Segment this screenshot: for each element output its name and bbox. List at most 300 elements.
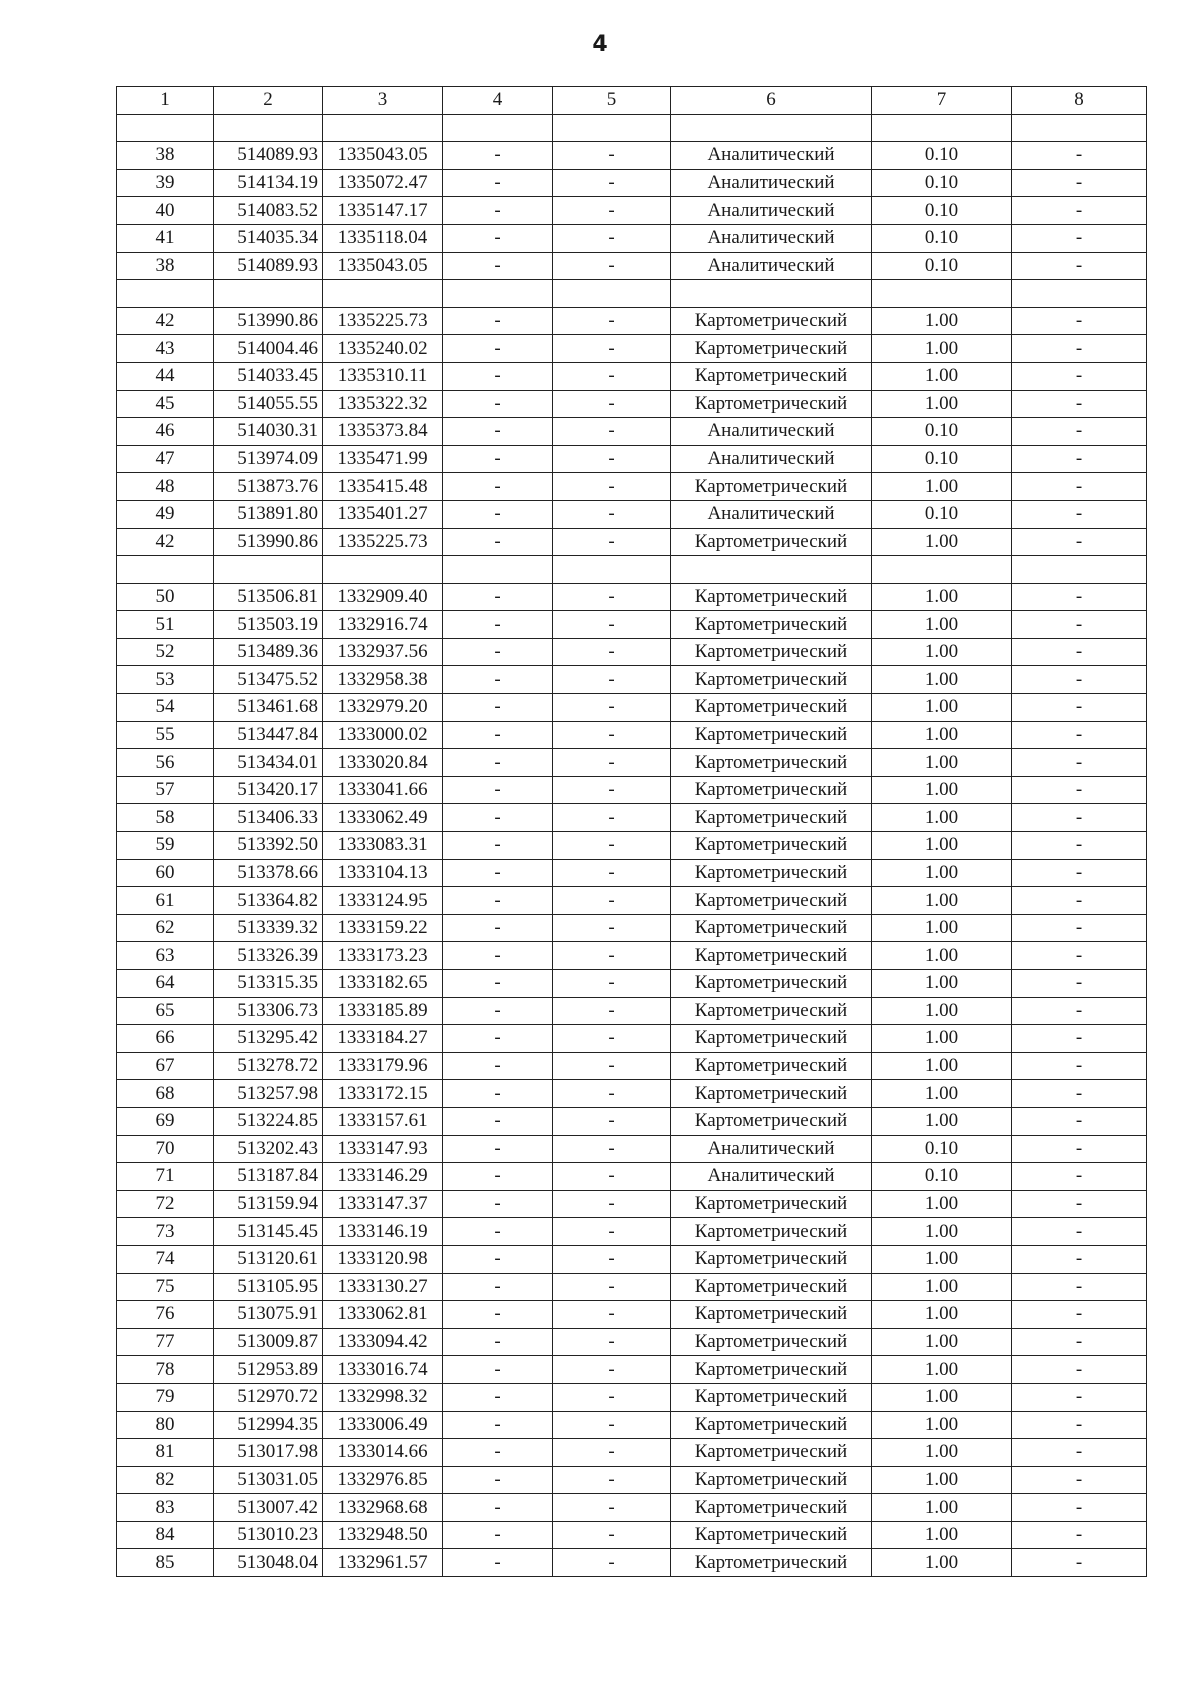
cell-coord-y: 1333062.49 — [323, 804, 443, 832]
cell-point-number: 44 — [117, 362, 214, 390]
cell-accuracy: 0.10 — [872, 142, 1012, 170]
cell-coord-y: 1332948.50 — [323, 1521, 443, 1549]
cell-point-number: 58 — [117, 804, 214, 832]
cell-coord-y: 1335147.17 — [323, 197, 443, 225]
cell-col-4: - — [443, 694, 553, 722]
cell-method: Картометрический — [671, 335, 872, 363]
table-row — [117, 1052, 1147, 1080]
cell-accuracy: 1.00 — [872, 997, 1012, 1025]
table-row — [117, 528, 1147, 556]
cell-method: Картометрический — [671, 1411, 872, 1439]
cell-col-4: - — [443, 997, 553, 1025]
cell-accuracy: 1.00 — [872, 1549, 1012, 1577]
cell-col-4: - — [443, 583, 553, 611]
page-number: 4 — [592, 32, 608, 57]
cell-point-number: 55 — [117, 721, 214, 749]
cell-point-number: 74 — [117, 1245, 214, 1273]
cell-col-4: - — [443, 942, 553, 970]
cell-accuracy: 1.00 — [872, 362, 1012, 390]
cell-accuracy: 1.00 — [872, 694, 1012, 722]
table-row — [117, 1301, 1147, 1329]
cell-coord-x: 513406.33 — [214, 804, 323, 832]
cell-col-4: - — [443, 1080, 553, 1108]
cell-method: Картометрический — [671, 721, 872, 749]
cell-method: Картометрический — [671, 887, 872, 915]
cell-coord-x: 513031.05 — [214, 1466, 323, 1494]
cell-coord-x: 514055.55 — [214, 390, 323, 418]
cell-accuracy: 1.00 — [872, 1466, 1012, 1494]
cell-col-5: - — [553, 1080, 671, 1108]
cell-point-number: 40 — [117, 197, 214, 225]
cell-col-8: - — [1012, 638, 1147, 666]
cell-accuracy: 1.00 — [872, 390, 1012, 418]
cell-point-number: 42 — [117, 528, 214, 556]
cell-coord-x: 513434.01 — [214, 749, 323, 777]
cell-coord-y: 1333020.84 — [323, 749, 443, 777]
cell-coord-x: 513378.66 — [214, 859, 323, 887]
cell-point-number: 43 — [117, 335, 214, 363]
table-row — [117, 1245, 1147, 1273]
cell-col-8: - — [1012, 169, 1147, 197]
cell-accuracy: 0.10 — [872, 252, 1012, 280]
cell-col-8: - — [1012, 1383, 1147, 1411]
cell-col-4: - — [443, 335, 553, 363]
cell-method: Картометрический — [671, 1494, 872, 1522]
cell-method: Картометрический — [671, 914, 872, 942]
cell-col-4: - — [443, 1439, 553, 1467]
cell-coord-x: 513145.45 — [214, 1218, 323, 1246]
cell-col-5: - — [553, 252, 671, 280]
cell-accuracy: 1.00 — [872, 804, 1012, 832]
cell-accuracy: 1.00 — [872, 1411, 1012, 1439]
cell-coord-x: 513339.32 — [214, 914, 323, 942]
cell-point-number: 54 — [117, 694, 214, 722]
cell-col-8: - — [1012, 942, 1147, 970]
table-row — [117, 1521, 1147, 1549]
cell-col-4: - — [443, 307, 553, 335]
table-row — [117, 473, 1147, 501]
cell-coord-y: 1335072.47 — [323, 169, 443, 197]
cell-col-8: - — [1012, 914, 1147, 942]
cell-col-8: - — [1012, 1163, 1147, 1191]
cell-coord-y: 1333041.66 — [323, 776, 443, 804]
table-row — [117, 1135, 1147, 1163]
cell-method: Картометрический — [671, 859, 872, 887]
cell-col-5: - — [553, 418, 671, 446]
cell-point-number: 85 — [117, 1549, 214, 1577]
cell-accuracy: 1.00 — [872, 307, 1012, 335]
cell-col-8: - — [1012, 1466, 1147, 1494]
cell-point-number: 60 — [117, 859, 214, 887]
cell-col-4: - — [443, 197, 553, 225]
cell-col-4: - — [443, 638, 553, 666]
cell-coord-y: 1335471.99 — [323, 445, 443, 473]
cell-col-8: - — [1012, 307, 1147, 335]
cell-col-4: - — [443, 252, 553, 280]
cell-point-number: 73 — [117, 1218, 214, 1246]
cell-col-8: - — [1012, 721, 1147, 749]
cell-col-4 — [443, 280, 553, 308]
cell-col-4: - — [443, 776, 553, 804]
table-row — [117, 1273, 1147, 1301]
cell-point-number: 50 — [117, 583, 214, 611]
table-row — [117, 500, 1147, 528]
cell-accuracy: 1.00 — [872, 473, 1012, 501]
cell-col-4: - — [443, 666, 553, 694]
cell-col-8: - — [1012, 1356, 1147, 1384]
cell-accuracy: 1.00 — [872, 1080, 1012, 1108]
cell-point-number: 71 — [117, 1163, 214, 1191]
cell-accuracy: 1.00 — [872, 721, 1012, 749]
table-row — [117, 832, 1147, 860]
cell-col-4: - — [443, 1328, 553, 1356]
cell-col-4: - — [443, 887, 553, 915]
cell-col-8: - — [1012, 1080, 1147, 1108]
cell-col-4: - — [443, 1245, 553, 1273]
table-row — [117, 611, 1147, 639]
table-row — [117, 1494, 1147, 1522]
cell-coord-y: 1335225.73 — [323, 528, 443, 556]
cell-coord-y: 1335240.02 — [323, 335, 443, 363]
cell-method: Картометрический — [671, 1466, 872, 1494]
cell-col-5: - — [553, 1356, 671, 1384]
separator-row — [117, 114, 1147, 142]
cell-col-4: - — [443, 362, 553, 390]
cell-col-4: - — [443, 1135, 553, 1163]
cell-coord-y: 1333157.61 — [323, 1107, 443, 1135]
cell-point-number: 59 — [117, 832, 214, 860]
cell-col-5: - — [553, 970, 671, 998]
cell-accuracy: 1.00 — [872, 666, 1012, 694]
cell-accuracy: 1.00 — [872, 335, 1012, 363]
cell-coord-y: 1333130.27 — [323, 1273, 443, 1301]
cell-col-5: - — [553, 1494, 671, 1522]
table-row — [117, 307, 1147, 335]
cell-point-number: 78 — [117, 1356, 214, 1384]
cell-coord-x: 513364.82 — [214, 887, 323, 915]
cell-coord-x: 514089.93 — [214, 142, 323, 170]
cell-method: Аналитический — [671, 418, 872, 446]
cell-col-8: - — [1012, 997, 1147, 1025]
cell-method — [671, 114, 872, 142]
cell-col-5: - — [553, 776, 671, 804]
column-header-1: 1 — [117, 87, 214, 115]
table-row — [117, 1328, 1147, 1356]
cell-coord-x: 513075.91 — [214, 1301, 323, 1329]
cell-col-4: - — [443, 1494, 553, 1522]
cell-col-8: - — [1012, 1273, 1147, 1301]
table-row — [117, 1466, 1147, 1494]
cell-point-number: 79 — [117, 1383, 214, 1411]
cell-point-number: 53 — [117, 666, 214, 694]
cell-coord-x: 513891.80 — [214, 500, 323, 528]
cell-accuracy: 1.00 — [872, 1025, 1012, 1053]
cell-coord-x: 514134.19 — [214, 169, 323, 197]
cell-col-5: - — [553, 197, 671, 225]
cell-coord-x: 513461.68 — [214, 694, 323, 722]
cell-col-5: - — [553, 1218, 671, 1246]
cell-coord-x: 513048.04 — [214, 1549, 323, 1577]
cell-col-4: - — [443, 1163, 553, 1191]
cell-point-number: 38 — [117, 252, 214, 280]
cell-col-5: - — [553, 1052, 671, 1080]
cell-col-4: - — [443, 1273, 553, 1301]
cell-point-number: 45 — [117, 390, 214, 418]
cell-method: Картометрический — [671, 611, 872, 639]
cell-col-8: - — [1012, 445, 1147, 473]
cell-method: Картометрический — [671, 583, 872, 611]
cell-coord-y: 1333014.66 — [323, 1439, 443, 1467]
table-row — [117, 997, 1147, 1025]
cell-coord-x: 513489.36 — [214, 638, 323, 666]
cell-coord-y: 1333083.31 — [323, 832, 443, 860]
cell-col-5 — [553, 280, 671, 308]
cell-method — [671, 556, 872, 584]
cell-point-number: 76 — [117, 1301, 214, 1329]
cell-accuracy: 0.10 — [872, 197, 1012, 225]
cell-coord-y: 1335322.32 — [323, 390, 443, 418]
cell-col-8: - — [1012, 362, 1147, 390]
cell-coord-x: 513506.81 — [214, 583, 323, 611]
cell-coord-x: 513990.86 — [214, 528, 323, 556]
cell-coord-x: 514004.46 — [214, 335, 323, 363]
table-row — [117, 1218, 1147, 1246]
column-header-4: 4 — [443, 87, 553, 115]
header-row — [117, 87, 1147, 115]
cell-accuracy: 1.00 — [872, 1328, 1012, 1356]
cell-point-number: 65 — [117, 997, 214, 1025]
cell-col-4: - — [443, 1107, 553, 1135]
cell-col-4: - — [443, 1190, 553, 1218]
cell-coord-y: 1333016.74 — [323, 1356, 443, 1384]
cell-method: Картометрический — [671, 1190, 872, 1218]
cell-coord-x: 513990.86 — [214, 307, 323, 335]
cell-accuracy: 0.10 — [872, 1135, 1012, 1163]
cell-col-5 — [553, 556, 671, 584]
cell-col-8: - — [1012, 1328, 1147, 1356]
cell-coord-y: 1333184.27 — [323, 1025, 443, 1053]
table-row — [117, 970, 1147, 998]
cell-method: Картометрический — [671, 638, 872, 666]
cell-col-8: - — [1012, 804, 1147, 832]
table-row — [117, 252, 1147, 280]
cell-coord-x: 513120.61 — [214, 1245, 323, 1273]
cell-col-8: - — [1012, 1494, 1147, 1522]
cell-col-4: - — [443, 1383, 553, 1411]
cell-col-5: - — [553, 1439, 671, 1467]
cell-accuracy — [872, 280, 1012, 308]
table-row — [117, 224, 1147, 252]
cell-coord-x: 512953.89 — [214, 1356, 323, 1384]
cell-col-8: - — [1012, 1439, 1147, 1467]
cell-coord-x: 513010.23 — [214, 1521, 323, 1549]
cell-coord-x: 512994.35 — [214, 1411, 323, 1439]
cell-point-number: 62 — [117, 914, 214, 942]
cell-col-8: - — [1012, 1052, 1147, 1080]
cell-point-number: 84 — [117, 1521, 214, 1549]
table-row — [117, 1356, 1147, 1384]
cell-coord-y: 1333146.29 — [323, 1163, 443, 1191]
cell-coord-y: 1332961.57 — [323, 1549, 443, 1577]
cell-coord-y: 1335401.27 — [323, 500, 443, 528]
separator-row — [117, 280, 1147, 308]
cell-col-8: - — [1012, 694, 1147, 722]
cell-col-5: - — [553, 1328, 671, 1356]
cell-accuracy: 1.00 — [872, 1273, 1012, 1301]
cell-col-8: - — [1012, 528, 1147, 556]
cell-col-4 — [443, 114, 553, 142]
column-header-2: 2 — [214, 87, 323, 115]
cell-accuracy: 1.00 — [872, 583, 1012, 611]
cell-col-5: - — [553, 1466, 671, 1494]
cell-coord-x: 513009.87 — [214, 1328, 323, 1356]
cell-method: Аналитический — [671, 1163, 872, 1191]
cell-method: Картометрический — [671, 1218, 872, 1246]
cell-col-8: - — [1012, 224, 1147, 252]
cell-col-4: - — [443, 224, 553, 252]
table-row — [117, 390, 1147, 418]
table-row — [117, 694, 1147, 722]
cell-method: Аналитический — [671, 1135, 872, 1163]
cell-col-5: - — [553, 500, 671, 528]
table-row — [117, 1107, 1147, 1135]
cell-point-number: 81 — [117, 1439, 214, 1467]
cell-point-number: 41 — [117, 224, 214, 252]
cell-col-5: - — [553, 1383, 671, 1411]
cell-coord-x: 513315.35 — [214, 970, 323, 998]
table-row — [117, 445, 1147, 473]
cell-accuracy: 1.00 — [872, 611, 1012, 639]
cell-point-number: 67 — [117, 1052, 214, 1080]
cell-col-5: - — [553, 473, 671, 501]
cell-coord-y: 1333185.89 — [323, 997, 443, 1025]
cell-col-5: - — [553, 666, 671, 694]
cell-col-5: - — [553, 942, 671, 970]
cell-coord-x: 513105.95 — [214, 1273, 323, 1301]
cell-col-5: - — [553, 142, 671, 170]
table-row — [117, 583, 1147, 611]
cell-point-number: 68 — [117, 1080, 214, 1108]
cell-col-8: - — [1012, 666, 1147, 694]
cell-accuracy: 0.10 — [872, 1163, 1012, 1191]
cell-method — [671, 280, 872, 308]
cell-col-8: - — [1012, 611, 1147, 639]
cell-method: Картометрический — [671, 804, 872, 832]
cell-col-5: - — [553, 1135, 671, 1163]
table-row — [117, 859, 1147, 887]
table-row — [117, 1411, 1147, 1439]
column-header-7: 7 — [872, 87, 1012, 115]
cell-method: Картометрический — [671, 970, 872, 998]
cell-accuracy: 0.10 — [872, 224, 1012, 252]
cell-accuracy — [872, 556, 1012, 584]
cell-coord-y: 1333006.49 — [323, 1411, 443, 1439]
cell-col-4: - — [443, 611, 553, 639]
cell-coord-x: 513420.17 — [214, 776, 323, 804]
cell-col-5: - — [553, 638, 671, 666]
cell-method: Картометрический — [671, 1549, 872, 1577]
cell-point-number: 56 — [117, 749, 214, 777]
cell-coord-x — [214, 280, 323, 308]
table-row — [117, 1190, 1147, 1218]
cell-accuracy: 1.00 — [872, 1052, 1012, 1080]
cell-accuracy: 1.00 — [872, 528, 1012, 556]
cell-col-5 — [553, 114, 671, 142]
cell-accuracy: 1.00 — [872, 970, 1012, 998]
table-row — [117, 887, 1147, 915]
cell-accuracy: 1.00 — [872, 1356, 1012, 1384]
cell-point-number: 49 — [117, 500, 214, 528]
cell-col-5: - — [553, 694, 671, 722]
cell-coord-y: 1332979.20 — [323, 694, 443, 722]
cell-method: Картометрический — [671, 749, 872, 777]
cell-method: Картометрический — [671, 1052, 872, 1080]
cell-coord-x: 514035.34 — [214, 224, 323, 252]
cell-point-number: 64 — [117, 970, 214, 998]
cell-point-number: 47 — [117, 445, 214, 473]
cell-coord-y: 1333179.96 — [323, 1052, 443, 1080]
cell-col-5: - — [553, 887, 671, 915]
cell-point-number: 42 — [117, 307, 214, 335]
cell-col-5: - — [553, 1411, 671, 1439]
cell-col-8: - — [1012, 390, 1147, 418]
cell-point-number: 51 — [117, 611, 214, 639]
cell-accuracy: 1.00 — [872, 1383, 1012, 1411]
cell-col-4: - — [443, 1466, 553, 1494]
cell-method: Картометрический — [671, 666, 872, 694]
table-row — [117, 362, 1147, 390]
table-row — [117, 142, 1147, 170]
cell-col-5: - — [553, 445, 671, 473]
cell-col-8: - — [1012, 1411, 1147, 1439]
cell-coord-x: 513447.84 — [214, 721, 323, 749]
cell-col-8: - — [1012, 583, 1147, 611]
table-row — [117, 721, 1147, 749]
cell-col-4: - — [443, 418, 553, 446]
cell-coord-y: 1333094.42 — [323, 1328, 443, 1356]
cell-method: Картометрический — [671, 832, 872, 860]
cell-col-8: - — [1012, 1190, 1147, 1218]
cell-coord-y: 1332976.85 — [323, 1466, 443, 1494]
table-row — [117, 749, 1147, 777]
cell-coord-y: 1335415.48 — [323, 473, 443, 501]
cell-accuracy: 1.00 — [872, 1245, 1012, 1273]
cell-coord-y: 1333104.13 — [323, 859, 443, 887]
cell-col-5: - — [553, 1549, 671, 1577]
table-row — [117, 638, 1147, 666]
cell-col-5: - — [553, 997, 671, 1025]
cell-coord-x — [214, 114, 323, 142]
cell-col-5: - — [553, 1245, 671, 1273]
coordinates-table — [116, 86, 1147, 1577]
cell-accuracy: 1.00 — [872, 1521, 1012, 1549]
cell-method: Картометрический — [671, 997, 872, 1025]
cell-coord-x: 513306.73 — [214, 997, 323, 1025]
table-row — [117, 942, 1147, 970]
cell-coord-x: 513017.98 — [214, 1439, 323, 1467]
separator-row — [117, 556, 1147, 584]
table-row — [117, 335, 1147, 363]
table-row — [117, 1549, 1147, 1577]
cell-coord-x: 513278.72 — [214, 1052, 323, 1080]
cell-coord-x: 513007.42 — [214, 1494, 323, 1522]
cell-method: Аналитический — [671, 445, 872, 473]
cell-coord-y: 1333159.22 — [323, 914, 443, 942]
cell-coord-y: 1333172.15 — [323, 1080, 443, 1108]
cell-coord-x: 514030.31 — [214, 418, 323, 446]
cell-coord-y: 1332998.32 — [323, 1383, 443, 1411]
cell-method: Аналитический — [671, 169, 872, 197]
